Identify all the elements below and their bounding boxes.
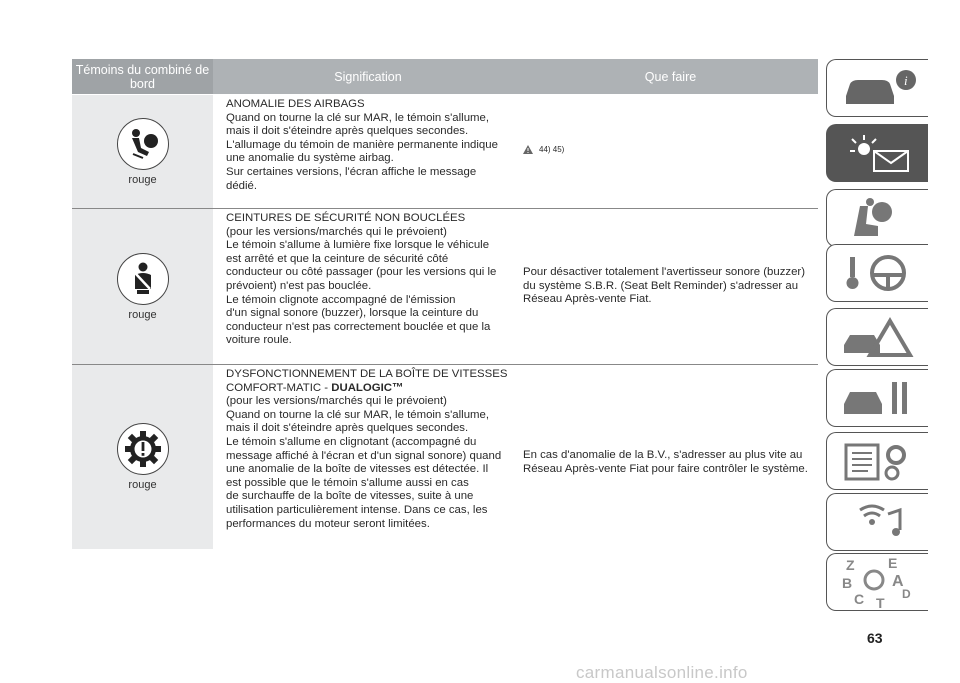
maintenance-tab[interactable] bbox=[826, 369, 928, 427]
action-text bbox=[523, 143, 818, 159]
warning-triangle-icon bbox=[523, 145, 533, 154]
text-line: de surchauffe de la boîte de vitesses, suite à une bbox=[226, 490, 474, 503]
meaning-text bbox=[226, 368, 518, 531]
text-line: CEINTURES DE SÉCURITÉ NON BOUCLÉES bbox=[226, 212, 466, 224]
text-line: performances du moteur seront limitées. bbox=[226, 517, 430, 530]
text-line: message affiché à l'écran et d'un signal sonore) quand bbox=[226, 449, 502, 462]
technical-data-tab[interactable] bbox=[826, 432, 928, 490]
svg-text:A: A bbox=[891, 573, 904, 590]
icon-cell bbox=[72, 209, 213, 364]
header-what-to-do: Que faire bbox=[523, 59, 818, 94]
table-row-seatbelt bbox=[72, 209, 818, 365]
text-line: Sur certaines versions, l'écran affiche le message bbox=[226, 165, 477, 178]
table-row-airbag bbox=[72, 95, 818, 209]
seatbelt-warning-icon bbox=[117, 253, 169, 305]
header-warning-lights: Témoins du combiné de bord bbox=[72, 59, 213, 94]
text-line: Réseau Après-vente Fiat. bbox=[523, 293, 652, 306]
seat-airbag-icon bbox=[838, 196, 918, 240]
text-line: DYSFONCTIONNEMENT DE LA BOÎTE DE VITESSES bbox=[226, 368, 508, 380]
text-line: une anomalie de la boîte de vitesses est détectée. Il bbox=[226, 463, 489, 476]
color-label: rouge bbox=[128, 173, 157, 186]
svg-text:D: D bbox=[901, 587, 911, 601]
specs-gear-icon bbox=[838, 439, 918, 483]
text-line: est arrêté et que la ceinture de sécurité côté bbox=[226, 252, 449, 265]
text-line: prévoient) n'est pas bouclée. bbox=[226, 279, 372, 292]
text-line: conducteur ou côté passager (pour les versions qui le bbox=[226, 266, 497, 279]
breakdown-triangle-icon bbox=[838, 315, 918, 359]
title-brand: DUALOGIC™ bbox=[331, 381, 404, 394]
text-line: (pour les versions/marchés qui le prévoient) bbox=[226, 395, 447, 408]
color-label: rouge bbox=[128, 479, 157, 491]
starting-driving-tab[interactable] bbox=[826, 244, 928, 302]
watermark: carmanualsonline.info bbox=[576, 663, 748, 682]
key-steering-wheel-icon bbox=[838, 251, 918, 295]
multimedia-icon bbox=[838, 500, 918, 544]
icon-cell bbox=[72, 365, 213, 549]
svg-text:Z: Z bbox=[845, 557, 855, 573]
index-tab[interactable] bbox=[826, 553, 928, 611]
text-line: ANOMALIE DES AIRBAGS bbox=[226, 98, 365, 110]
meaning-text bbox=[226, 212, 518, 348]
warning-lights-tab[interactable] bbox=[826, 124, 928, 182]
text-line: d'un signal sonore (buzzer), lorsque la ceinture du bbox=[226, 307, 479, 320]
svg-text:C: C bbox=[853, 591, 864, 607]
text-line: du système S.B.R. (Seat Belt Reminder) s'adresser au bbox=[523, 279, 799, 292]
gearbox-fault-icon bbox=[117, 423, 169, 475]
warning-light-message-icon bbox=[838, 131, 918, 175]
text-line bbox=[226, 382, 518, 396]
text-line: mais il doit s'éteindre après quelques secondes. bbox=[226, 422, 469, 435]
airbag-warning-icon bbox=[117, 118, 169, 170]
text-line: En cas d'anomalie de la B.V., s'adresser au plus vite au bbox=[523, 449, 803, 461]
meaning-text bbox=[226, 98, 518, 193]
car-tools-icon bbox=[838, 376, 918, 420]
text-line: utilisation particulièrement intense. Dans ce cas, les bbox=[226, 503, 488, 516]
text-line: L'allumage du témoin de manière permanente indique bbox=[226, 138, 498, 151]
alphabet-index-icon bbox=[838, 554, 918, 610]
text-line: Le témoin s'allume à lumière fixe lorsque le véhicule bbox=[226, 239, 490, 252]
text-line: une anomalie du système airbag. bbox=[226, 152, 394, 165]
text-line: est possible que le témoin s'allume aussi en cas bbox=[226, 476, 469, 489]
page-number: 63 bbox=[867, 630, 883, 646]
text-line: mais il doit s'éteindre après quelques secondes. bbox=[226, 125, 469, 138]
icon-cell bbox=[72, 95, 213, 208]
svg-text:T: T bbox=[875, 595, 885, 610]
text-line: voiture roule. bbox=[226, 334, 292, 347]
note-refs: 44) 45) bbox=[539, 145, 565, 154]
text-line: Pour désactiver totalement l'avertisseur sonore (buzzer) bbox=[523, 266, 806, 278]
safety-tab[interactable] bbox=[826, 189, 928, 247]
text-line: Quand on tourne la clé sur MAR, le témoin s'allume, bbox=[226, 111, 490, 124]
text-line: Quand on tourne la clé sur MAR, le témoin s'allume, bbox=[226, 408, 490, 421]
text-line: Le témoin s'allume en clignotant (accompagné du bbox=[226, 435, 477, 448]
text-line: (pour les versions/marchés qui le prévoient) bbox=[226, 225, 447, 238]
action-text bbox=[523, 449, 818, 476]
text-line: conducteur n'est pas correctement bouclée et que la bbox=[226, 320, 491, 333]
multimedia-tab[interactable] bbox=[826, 493, 928, 551]
action-text bbox=[523, 266, 818, 307]
car-info-icon bbox=[838, 66, 918, 110]
emergency-tab[interactable] bbox=[826, 308, 928, 366]
car-info-tab[interactable] bbox=[826, 59, 928, 117]
text-line: Réseau Après-vente Fiat pour faire contrôler le système. bbox=[523, 462, 808, 475]
svg-text:E: E bbox=[887, 555, 897, 571]
header-meaning: Signification bbox=[213, 59, 523, 94]
table-row-gearbox bbox=[72, 365, 818, 549]
color-label: rouge bbox=[128, 308, 157, 321]
svg-text:i: i bbox=[903, 73, 908, 88]
title-prefix: COMFORT-MATIC - bbox=[226, 381, 332, 394]
warning-refs bbox=[523, 143, 564, 157]
text-line: Le témoin clignote accompagné de l'émission bbox=[226, 293, 456, 306]
text-line: dédié. bbox=[226, 179, 258, 192]
svg-text:B: B bbox=[841, 575, 852, 591]
